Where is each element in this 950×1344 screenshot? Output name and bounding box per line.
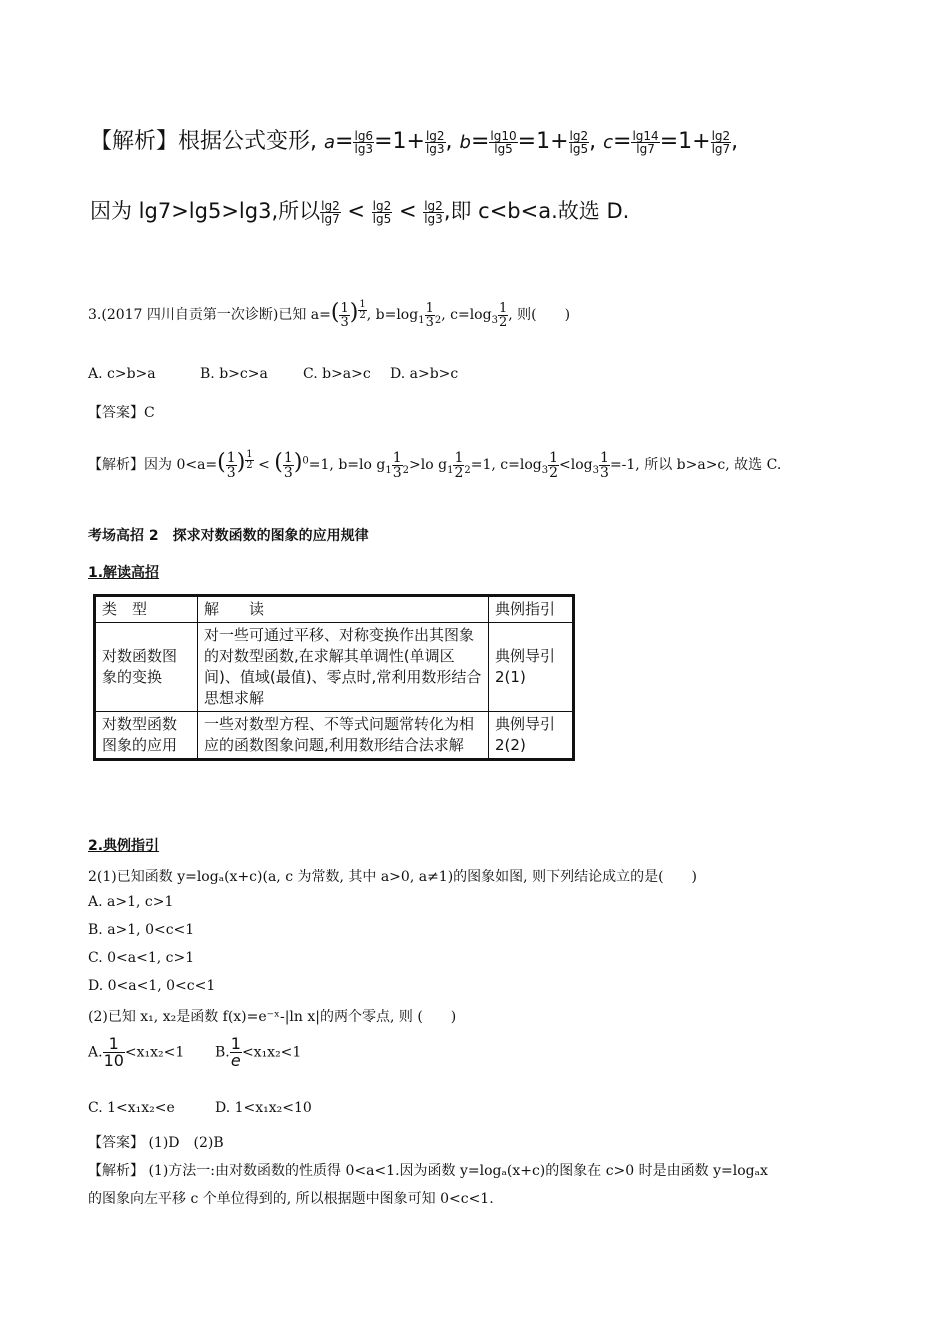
ex2-opt-c[interactable]: C. 0<a<1, c>1	[88, 950, 195, 966]
option-b[interactable]: B. b>c>a	[200, 366, 268, 382]
table-header-row	[95, 596, 574, 623]
table-row: 对数型函数图象的应用 一些对数型方程、不等式问题常转化为相应的函数图象问题,利用数形结合法求解 典例导引2(2)	[95, 712, 574, 760]
option-d[interactable]: D. a>b>c	[390, 366, 459, 382]
header-example: 典例指引	[489, 596, 574, 623]
q3-options	[88, 366, 458, 382]
q3-stem: 3.(2017 四川自贡第一次诊断)已知 a=( $\frac{1}{3}$ ) $^{\frac{1}{2}}$ , $b=\log_1$ $\frac{1}{3}$ $_2$, $c=\log_3$ $\frac{1}{2}$ , 则( )	[88, 299, 571, 330]
q3-analysis: 【解析】因为 0<a=( $\frac{1}{3}$ ) $^{\frac{1}{2}}$ < ( $\frac{1}{3}$ )$^0$=1, b=lo $g_1$ $\frac{1}{3}$ $_2$>lo $g_1$ $\frac{1}{2}$ $_2$=1, $c=\log_3$ $\frac{1}{2}$ $<\log_3$ $\frac{1}{3}$ =-1, 所以 b>a>c, 故选 C.	[88, 449, 782, 481]
ex2-q2-opt-b[interactable]: B. $\frac{1}{e}$ <x₁x₂<1	[215, 1034, 302, 1070]
ex2-q2-opt-a[interactable]: A. $\frac{1}{10}$ <x₁x₂<1	[88, 1034, 185, 1070]
sub-title-1: 1.解读高招	[88, 565, 160, 581]
ex2-q1: 2(1)已知函数 y=logₐ(x+c)(a, c 为常数, 其中 a>0, a≠1)的图象如图, 则下列结论成立的是( )	[88, 869, 697, 885]
strategy-table	[93, 594, 575, 761]
ex2-q2-opt-d[interactable]: D. 1<x₁x₂<10	[215, 1100, 312, 1116]
analysis-tag: 【解析】	[90, 129, 179, 154]
ex2-opt-d[interactable]: D. 0<a<1, 0<c<1	[88, 978, 216, 994]
option-a[interactable]: A. c>b>a	[88, 366, 156, 382]
sub-title-2: 2.典例指引	[88, 838, 160, 854]
section-title: 考场高招 2 探求对数函数的图象的应用规律	[88, 528, 369, 544]
ex2-answer: 【答案】 (1)D (2)B	[88, 1135, 224, 1151]
ex2-opt-b[interactable]: B. a>1, 0<c<1	[88, 922, 195, 938]
ex2-opt-a[interactable]: A. a>1, c>1	[88, 894, 174, 910]
ex2-analysis-line1: 【解析】 (1)方法一:由对数函数的性质得 0<a<1.因为函数 y=logₐ(x+c)的图象在 c>0 时是由函数 y=logₐx	[88, 1163, 768, 1179]
header-interpretation: 解 读	[198, 596, 489, 623]
ex2-q2: (2)已知 x₁, x₂是函数 f(x)=e⁻ˣ-|ln x|的两个零点, 则 ( )	[88, 1009, 457, 1025]
ex2-q2-opt-c[interactable]: C. 1<x₁x₂<e	[88, 1100, 175, 1116]
table-row: 对数函数图象的变换 对一些可通过平移、对称变换作出其图象的对数型函数,在求解其单调性(单调区间)、值域(最值)、零点时,常利用数形结合思想求解 典例导引2(1)	[95, 623, 574, 712]
analysis-image-line2: 因为 lg7>lg5>lg3,所以 $\frac{\lg 2}{\lg 7}$ < $\frac{\lg 2}{\lg 5}$ < $\frac{\lg 2}{\lg 3}$ ,即 c<b<a.故选 D.	[90, 198, 630, 226]
option-c[interactable]: C. b>a>c	[303, 366, 371, 382]
analysis-text: 根据公式变形,	[178, 129, 318, 154]
ex2-analysis-line2: 的图象向左平移 c 个单位得到的, 所以根据题中图象可知 0<c<1.	[88, 1191, 494, 1207]
analysis-image-line1: 【解析】根据公式变形, a= $\frac{\lg 6}{\lg 3}$ =1+ $\frac{\lg 2}{\lg 3}$ , b= $\frac{\lg 10}{\lg 5}$ =1+ $\frac{\lg 2}{\lg 5}$ , c= $\frac{\lg 14}{\lg 7}$ =1+ $\frac{\lg 2}{\lg 7}$ ,	[90, 128, 739, 156]
header-type: 类 型	[95, 596, 198, 623]
q3-answer: 【答案】C	[88, 405, 155, 421]
